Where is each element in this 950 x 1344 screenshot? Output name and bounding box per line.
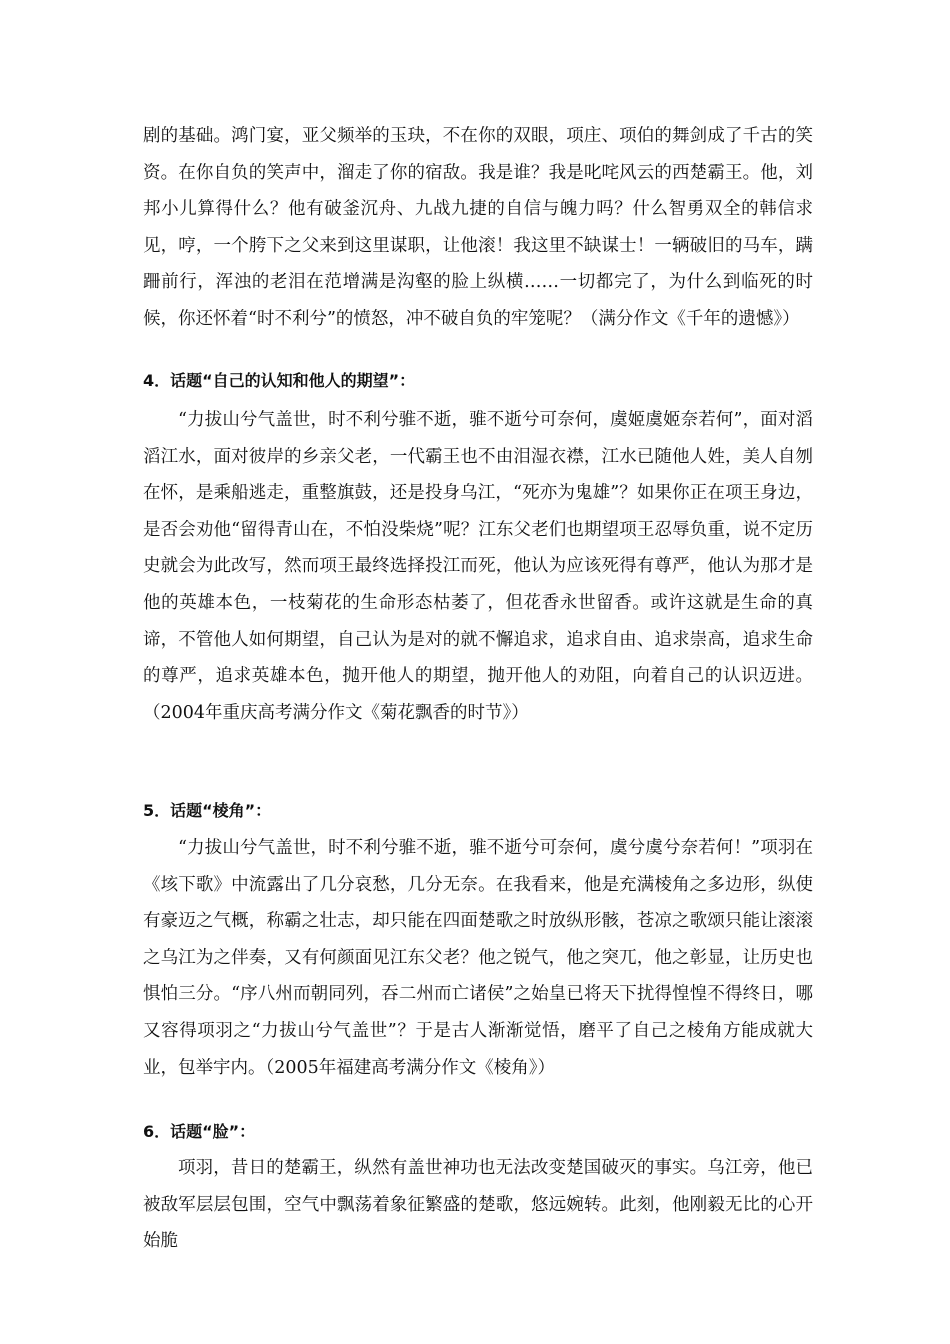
continuation-paragraph: 剧的基础。鸿门宴，亚父频举的玉玦，不在你的双眼，项庄、项伯的舞剑成了千古的笑资。在你自负的笑声中，溜走了你的宿敌。我是谁？我是叱咤风云的西楚霸王。他，刘邦小儿算得什么？他有破釜沉舟、九战九捷的自信与魄力吗？什么智勇双全的韩信求见，哼，一个胯下之父来到这里谋职，让他滚！我这里不缺谋士！一辆破旧的马车，蹒跚前行，浑浊的老泪在范增满是沟壑的脸上纵横……一切都完了，为什么到临死的时候，你还怀着“时不利兮”的愤怒，冲不破自负的牢笼呢？（满分作文《千年的遗憾》） xyxy=(143,126,813,329)
section-paragraph-4: “力拔山兮气盖世，时不利兮骓不逝，骓不逝兮可奈何，虞姬虞姬奈若何”，面对滔滔江水，面对彼岸的乡亲父老，一代霸王也不由泪湿衣襟，江水已随他人姓，美人自刎在怀，是乘船逃走，重整旗鼓，还是投身乌江，“死亦为鬼雄”？如果你正在项王身边，是否会劝他“留得青山在，不怕没柴烧”呢？江东父老们也期望项王忍辱负重，说不定历史就会为此改写，然而项王最终选择投江而死，他认为应该死得有尊严，他认为那才是他的英雄本色，一枝菊花的生命形态枯萎了，但花香永世留香。或许这就是生命的真谛，不管他人如何期望，自己认为是对的就不懈追求，追求自由、追求崇高，追求生命的尊严，追求英雄本色，抛开他人的期望，抛开他人的劝阻，向着自己的认识迈进。（2004年重庆高考满分作文《菊花飘香的时节》） xyxy=(143,410,813,723)
section-heading-6: 6．话题“脸”： xyxy=(143,1122,256,1141)
section-heading-5: 5．话题“棱角”： xyxy=(143,801,272,820)
section-heading-4: 4．话题“自己的认知和他人的期望”： xyxy=(143,371,416,390)
section-paragraph-5: “力拔山兮气盖世，时不利兮骓不逝，骓不逝兮可奈何，虞兮虞兮奈若何！”项羽在《垓下歌》中流露出了几分哀愁，几分无奈。在我看来，他是充满棱角之多边形，纵使有豪迈之气概，称霸之壮志，却只能在四面楚歌之时放纵形骸，苍凉之歌颂只能让滚滚之乌江为之伴奏，又有何颜面见江东父老？他之锐气，他之突兀，他之彰显，让历史也惧怕三分。“序八州而朝同列，吞二州而亡诸侯”之始皇已将天下扰得惶惶不得终日，哪又容得项羽之“力拔山兮气盖世”？于是古人渐渐觉悟，磨平了自己之棱角方能成就大业，包举宇内。（2005年福建高考满分作文《棱角》） xyxy=(143,838,813,1078)
section-paragraph-6: 项羽，昔日的楚霸王，纵然有盖世神功也无法改变楚国破灭的事实。乌江旁，他已被敌军层层包围，空气中飘荡着象征繁盛的楚歌，悠远婉转。此刻，他刚毅无比的心开始脆 xyxy=(143,1158,813,1252)
